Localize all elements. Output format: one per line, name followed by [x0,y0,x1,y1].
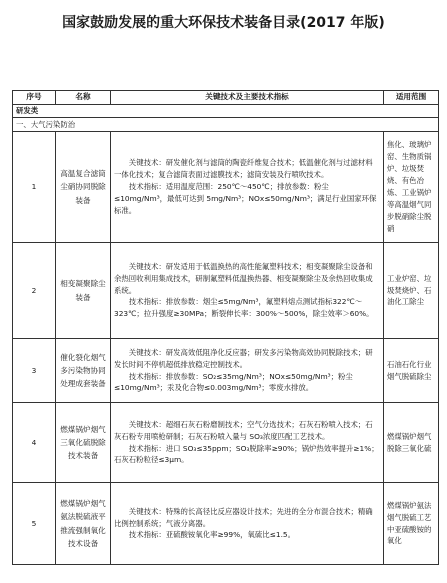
table-row [13,403,439,483]
row-name: 高温复合滤筒尘硝协同脱除装备 [56,132,111,243]
tech-spec: 技术指标：适用温度范围：250℃～450℃；排放参数：粉尘≤10mg/Nm³，最低可达到 5mg/Nm³；NOx≤50mg/Nm³；满足行业国家环保标准。 [114,182,377,215]
row-scope: 石油石化行业烟气脱硫除尘 [384,339,439,403]
tech-spec: 技术指标：亚硫酸铵氧化率≥99%，氧硫比≤1.5。 [128,530,296,540]
row-scope: 焦化、玻璃炉窑、生物质锅炉、垃圾焚烧、有色冶炼、工业锅炉等高温烟气同步脱硝除尘脱硝 [384,132,439,243]
page-title: 国家鼓励发展的重大环保技术装备目录(2017 年版) [62,15,385,31]
row-scope: 燃煤锅炉烟气脱除三氧化硫 [384,403,439,483]
section-row [13,105,439,118]
row-name: 燃煤锅炉烟气三氧化硫脱除技术装备 [56,403,111,483]
tech-key: 关键技术：研发催化剂与滤筒的陶瓷纤维复合技术；低温催化剂与过滤材料一体化技术；复合滤筒表面过滤膜技术；滤筒安装及行喷吹技术。 [114,158,373,180]
row-tech [111,483,384,565]
header-number: 序号 [13,91,56,105]
row-number: 3 [13,339,56,403]
row-tech [111,132,384,243]
tech-key: 关键技术：超细石灰石粉磨制技术；空气分选技术；石灰石粉喷入技术；石灰石粉专用喷枪研制；石灰石粉喷入量与 SO₃浓度匹配工艺技术。 [114,419,373,441]
row-tech [111,243,384,339]
tech-key: 关键技术：研发高效低阻净化反应器；研发多污染物高效协同脱除技术；研发长时间不停机超低排放稳定控制技术。 [114,347,373,369]
table-header-row [13,91,439,105]
row-number: 2 [13,243,56,339]
row-name: 燃煤锅炉烟气氨法脱硫液平推流强制氧化技术设备 [56,483,111,565]
table-row [13,243,439,339]
header-scope: 适用范围 [384,91,439,105]
row-number: 5 [13,483,56,565]
subsection-label: 一、大气污染防治 [13,118,439,132]
row-name: 催化裂化烟气多污染物协同处理成套装备 [56,339,111,403]
tech-key: 关键技术：研发适用于低温换热的高性能氟塑料技术；相变凝聚除尘设备和余热回收利用集成技术，研制氟塑料低温换热器、相变凝聚除尘及余热回收集成系统。 [114,261,373,295]
tech-spec: 技术指标：进口 SO₃≤35ppm；SO₃脱除率≥90%；锅炉热效率提升≥1%；石灰石粉粒径≤3μm。 [114,443,379,465]
equipment-catalog-table [12,90,439,565]
table-row [13,132,439,243]
section-label: 研发类 [13,105,439,118]
table-row [13,483,439,565]
tech-key: 关键技术：特殊的长高径比反应器设计技术；先进的全分布混合技术；精确比例控制系统；气液分离器。 [114,506,373,528]
row-number: 1 [13,132,56,243]
row-number: 4 [13,403,56,483]
table-row [13,339,439,403]
row-tech [111,339,384,403]
tech-spec: 技术指标：排放参数：烟尘≤5mg/Nm³，氟塑料熔点测试指标322℃～323℃；拉升强度≥30MPa；断裂伸长率：300%～500%，除尘效率＞60%。 [114,297,374,319]
header-name: 名称 [56,91,111,105]
row-scope: 燃煤锅炉氨法烟气脱硫工艺中亚硫酸铵的氧化 [384,483,439,565]
header-tech: 关键技术及主要技术指标 [111,91,384,105]
subsection-row [13,118,439,132]
row-scope: 工业炉窑、垃圾焚烧炉、石油化工除尘 [384,243,439,339]
tech-spec: 技术指标：排放参数：SO₂≤35mg/Nm³；NOx≤50mg/Nm³；粉尘≤10mg/Nm³；汞及化合物≤0.003mg/Nm³；零废水排放。 [114,371,353,393]
row-name: 相变凝聚除尘装备 [56,243,111,339]
row-tech [111,403,384,483]
